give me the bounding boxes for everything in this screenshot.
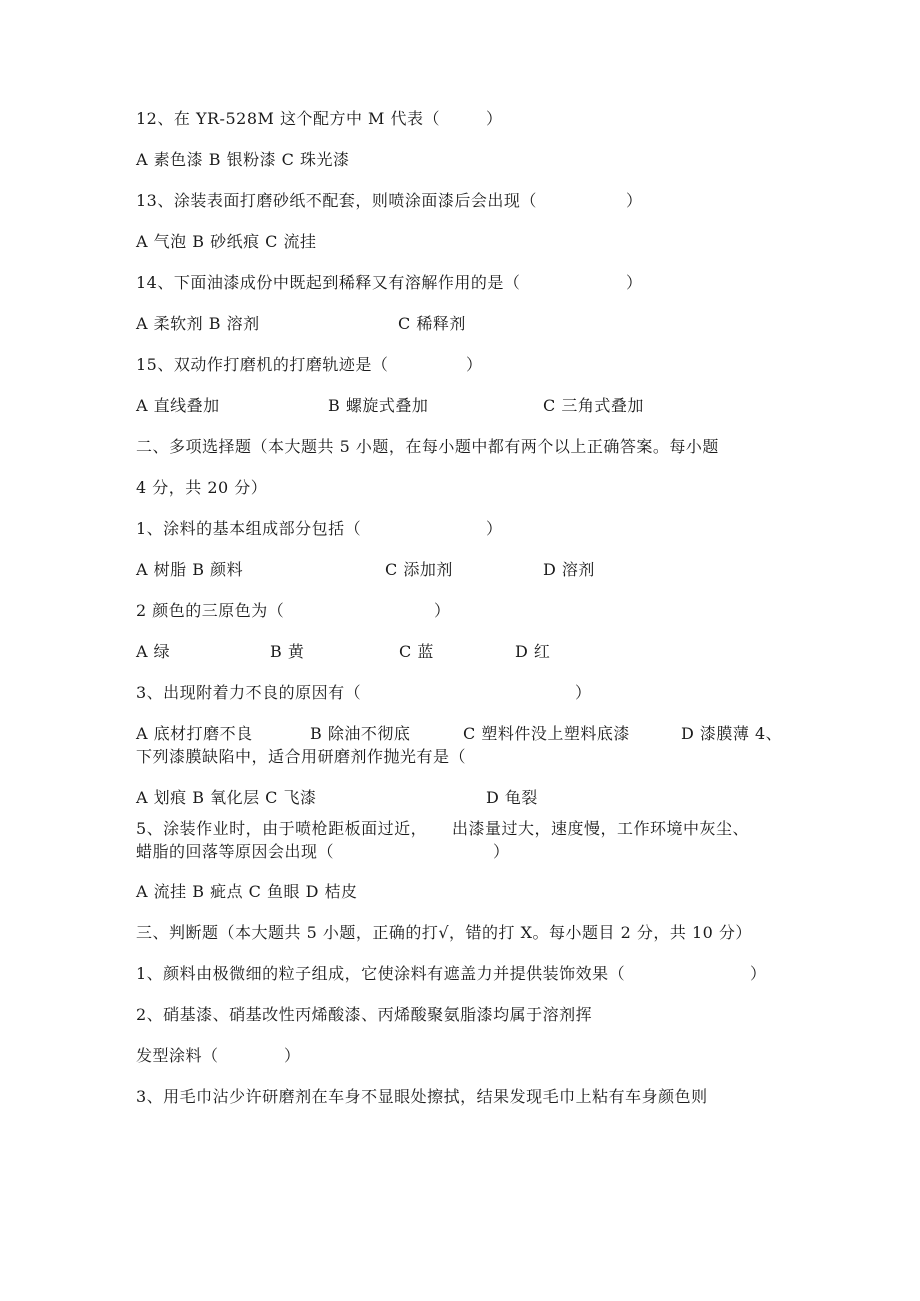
q12-close-paren: ）: [486, 109, 503, 128]
m4-stem: 下列漆膜缺陷中，适合用研磨剂作抛光有是（: [136, 747, 467, 766]
m1-option-d: D 溶剂: [543, 560, 595, 579]
q14-options-ab: A 柔软剂 B 溶剂: [136, 314, 260, 333]
q14-close-paren: ）: [626, 273, 643, 292]
q13-options: A 气泡 B 砂纸痕 C 流挂: [136, 232, 317, 251]
m3-stem: 3、出现附着力不良的原因有（: [136, 683, 362, 702]
j2-close-paren: ）: [284, 1046, 301, 1065]
q15-option-a: A 直线叠加: [136, 396, 220, 415]
j3-stem-line1: 3、用毛巾沾少许研磨剂在车身不显眼处擦拭，结果发现毛巾上粘有车身颜色则: [136, 1087, 708, 1106]
m5-stem-line1b: 出漆量过大，速度慢，工作环境中灰尘、: [452, 819, 750, 838]
q13-stem: 13、涂装表面打磨砂纸不配套，则喷涂面漆后会出现（: [136, 191, 537, 210]
q15-close-paren: ）: [466, 355, 483, 374]
m1-options-ab: A 树脂 B 颜料: [136, 560, 244, 579]
m4-option-d: D 龟裂: [486, 788, 538, 807]
m3-close-paren: ）: [575, 683, 592, 702]
m2-option-a: A 绿: [136, 642, 171, 661]
q12-stem: 12、在 YR-528M 这个配方中 M 代表（: [136, 109, 441, 128]
m2-option-c: C 蓝: [399, 642, 434, 661]
m1-close-paren: ）: [486, 519, 503, 538]
q15-stem: 15、双动作打磨机的打磨轨迹是（: [136, 355, 389, 374]
m1-option-c: C 添加剂: [385, 560, 453, 579]
section2-heading-line2: 4 分，共 20 分）: [136, 478, 268, 497]
j2-stem-line1: 2、硝基漆、硝基改性丙烯酸漆、丙烯酸聚氨脂漆均属于溶剂挥: [136, 1005, 593, 1024]
q12-options: A 素色漆 B 银粉漆 C 珠光漆: [136, 150, 350, 169]
m2-option-b: B 黄: [270, 642, 305, 661]
m5-options: A 流挂 B 疵点 C 鱼眼 D 桔皮: [136, 882, 358, 901]
section3-heading: 三、判断题（本大题共 5 小题，正确的打√，错的打 X。每小题目 2 分，共 10 分）: [136, 923, 752, 942]
j1-close-paren: ）: [750, 964, 767, 983]
m3-option-d: D 漆膜薄 4、: [681, 724, 783, 743]
q15-option-b: B 螺旋式叠加: [328, 396, 429, 415]
m2-close-paren: ）: [434, 601, 451, 620]
m5-close-paren: ）: [493, 842, 510, 861]
q13-close-paren: ）: [626, 191, 643, 210]
m4-options-abc: A 划痕 B 氧化层 C 飞漆: [136, 788, 317, 807]
section2-heading-line1: 二、多项选择题（本大题共 5 小题，在每小题中都有两个以上正确答案。每小题: [136, 437, 719, 456]
m5-stem-line1a: 5、涂装作业时，由于喷枪距板面过近，: [136, 819, 428, 838]
j2-stem-line2: 发型涂料（: [136, 1046, 219, 1065]
q15-option-c: C 三角式叠加: [543, 396, 644, 415]
m5-stem-line2: 蜡脂的回落等原因会出现（: [136, 842, 335, 861]
q14-option-c: C 稀释剂: [398, 314, 466, 333]
j1-stem: 1、颜料由极微细的粒子组成，它使涂料有遮盖力并提供装饰效果（: [136, 964, 626, 983]
m2-stem: 2 颜色的三原色为（: [136, 601, 285, 620]
q14-stem: 14、下面油漆成份中既起到稀释又有溶解作用的是（: [136, 273, 521, 292]
m3-option-c: C 塑料件没上塑料底漆: [463, 724, 630, 743]
m2-option-d: D 红: [515, 642, 551, 661]
m3-option-b: B 除油不彻底: [310, 724, 411, 743]
m3-option-a: A 底材打磨不良: [136, 724, 253, 743]
m1-stem: 1、涂料的基本组成部分包括（: [136, 519, 362, 538]
